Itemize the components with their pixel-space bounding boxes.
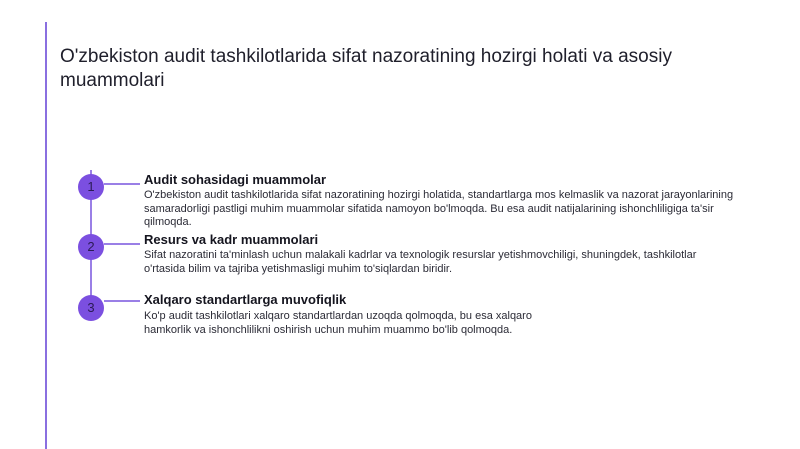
slide-title: O'zbekiston audit tashkilotlarida sifat nazoratining hozirgi holati va asosiy muammolari [60, 46, 672, 91]
left-accent-rule [45, 22, 47, 449]
step-connector [104, 183, 140, 185]
step-number-badge: 2 [78, 234, 104, 260]
step-description: O'zbekiston audit tashkilotlarida sifat nazoratining hozirgi holatida, standartlarga mos kelmaslik va nazorat jarayonlarining samaradorligi pastligi muhim muammolar sifatida namoyon bo'lmoqda. Bu esa audit natijalarining ishonchliligiga ta'sir qilmoqda. [144, 189, 734, 228]
step-heading: Xalqaro standartlarga muvofiqlik [144, 292, 347, 307]
step-description: Ko'p audit tashkilotlari xalqaro standartlardan uzoqda qolmoqda, bu esa xalqaro hamkorlik va ishonchlilikni oshirish uchun muhim muammo bo'lib qolmoqda. [144, 310, 532, 336]
step-connector [104, 300, 140, 302]
step-heading: Resurs va kadr muammolari [144, 232, 319, 247]
step-connector [104, 243, 140, 245]
step-number-badge: 1 [78, 174, 104, 200]
step-heading: Audit sohasidagi muammolar [144, 172, 327, 187]
step-number-badge: 3 [78, 295, 104, 321]
step-description: Sifat nazoratini ta'minlash uchun malakali kadrlar va texnologik resurslar yetishmovchiligi, shuningdek, tashkilotlar o'rtasida bilim va tajriba yetishmasligi muhim to'siqlardan biridir. [144, 249, 697, 275]
